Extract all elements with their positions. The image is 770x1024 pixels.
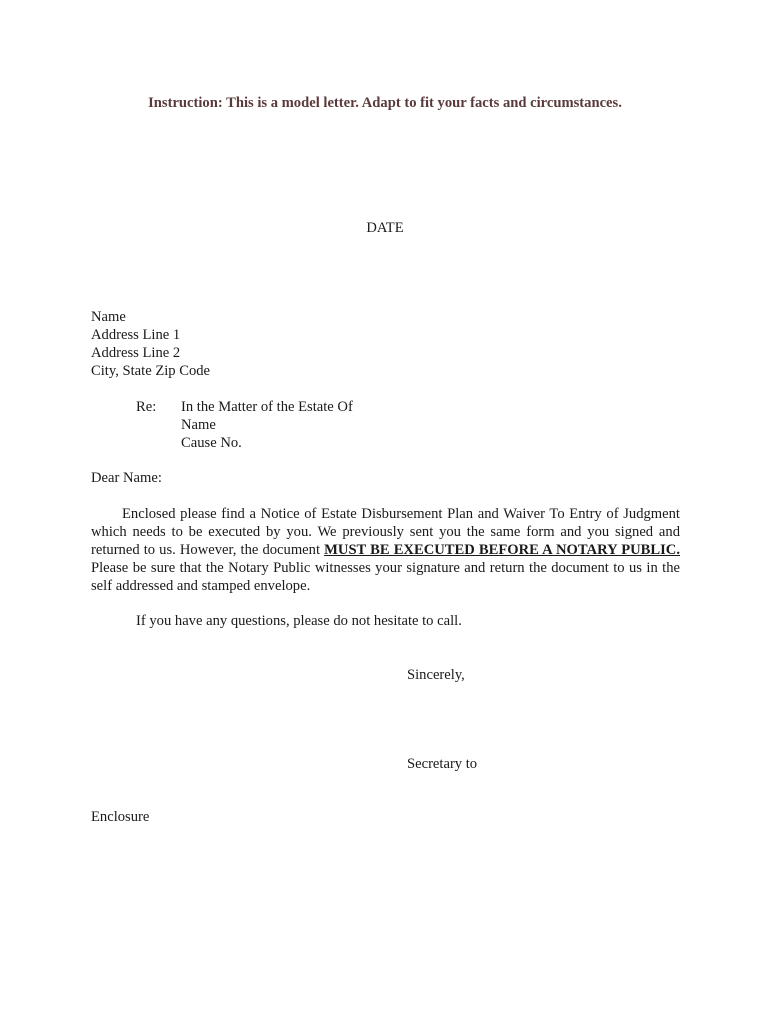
address-line-1: Address Line 1 bbox=[91, 327, 181, 343]
instruction-heading: Instruction: This is a model letter. Adapt to fit your facts and circumstances. bbox=[148, 95, 622, 111]
questions-paragraph: If you have any questions, please do not hesitate to call. bbox=[136, 613, 462, 629]
address-name: Name bbox=[91, 309, 126, 325]
body-paragraph bbox=[91, 505, 680, 595]
address-line-2: Address Line 2 bbox=[91, 345, 181, 361]
closing: Sincerely, bbox=[407, 667, 465, 683]
re-lines bbox=[181, 398, 353, 452]
recipient-address bbox=[91, 308, 210, 380]
body-emphasis: MUST BE EXECUTED BEFORE A NOTARY PUBLIC. bbox=[324, 542, 680, 558]
signature-line: Secretary to bbox=[407, 756, 478, 772]
address-city-state-zip: City, State Zip Code bbox=[91, 363, 211, 379]
re-line-cause: Cause No. bbox=[181, 435, 242, 451]
body-text-part-2: Please be sure that the Notary Public witnesses your signature and return the document to us in the self addressed and stamped envelope. bbox=[91, 560, 680, 594]
body-text-part-1: Enclosed please find a Notice of Estate Disbursement Plan and Waiver To Entry of Judgment which needs to be executed by you. We previously sent you the same form and you signed and returned to us. However, the document bbox=[91, 506, 680, 558]
letter-date: DATE bbox=[366, 220, 404, 236]
re-line-name: Name bbox=[181, 417, 216, 433]
re-line-estate: In the Matter of the Estate Of bbox=[181, 399, 353, 415]
re-label: Re: bbox=[136, 399, 157, 415]
salutation: Dear Name: bbox=[91, 470, 162, 486]
enclosure-note: Enclosure bbox=[91, 809, 150, 825]
